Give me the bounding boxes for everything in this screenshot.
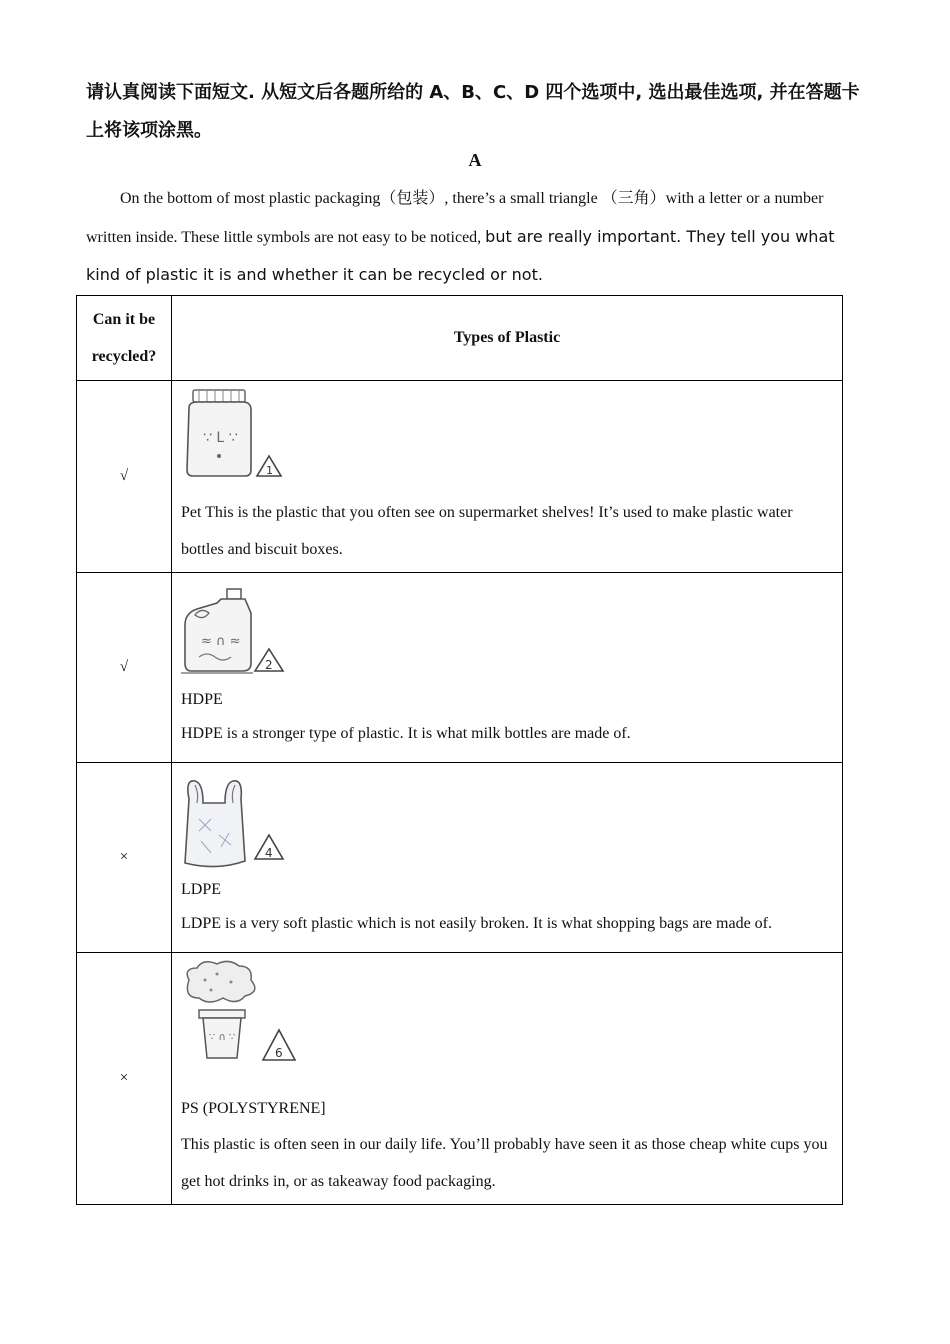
svg-text:1: 1 [266, 463, 273, 477]
svg-text:4: 4 [265, 845, 273, 860]
svg-text:∵ L ∵: ∵ L ∵ [203, 429, 238, 446]
section-letter: A [468, 150, 482, 170]
table-row [77, 953, 843, 1205]
header-recycled: Can it be recycled? [77, 296, 172, 381]
plastic-type-cell [172, 573, 843, 763]
recyclable-mark: × [77, 953, 172, 1205]
svg-text:∵ ∩ ∵: ∵ ∩ ∵ [209, 1031, 236, 1043]
passage-text: On the bottom of most plastic packaging（包装）, there’s a small triangle （三角）with a letter or a number written inside. These little symbols are not easy to be noticed, [86, 190, 824, 246]
plastic-description: This plastic is often seen in our daily life. You’ll probably have seen it as those cheap white cups you get hot drinks in, or as takeaway food packaging. [181, 1135, 828, 1190]
table-row [77, 381, 843, 573]
plastic-description: Pet This is the plastic that you often see on supermarket shelves! It’s used to make plastic water bottles and biscuit boxes. [181, 503, 793, 558]
plastic-description: HDPE is a stronger type of plastic. It is what milk bottles are made of. [181, 724, 631, 742]
table-header-row [77, 296, 843, 381]
plastic-type-cell [172, 381, 843, 573]
svg-text:≈ ∩ ≈: ≈ ∩ ≈ [201, 633, 241, 649]
table-row [77, 763, 843, 953]
svg-text:2: 2 [265, 657, 273, 672]
recycle-triangle-icon [263, 1030, 295, 1060]
plastic-description: LDPE is a very soft plastic which is not easily broken. It is what shopping bags are made of. [181, 914, 772, 932]
plastic-name: LDPE [181, 880, 221, 898]
bag-icon [181, 775, 291, 871]
cup-icon [181, 958, 305, 1068]
plastic-name: PS (POLYSTYRENE] [181, 1099, 326, 1117]
header-types: Types of Plastic [172, 296, 843, 381]
plastic-type-cell [172, 953, 843, 1205]
svg-text:6: 6 [275, 1045, 283, 1060]
table-row [77, 573, 843, 763]
recyclable-mark: × [77, 763, 172, 953]
recyclable-mark: √ [77, 381, 172, 573]
passage-text-continued: but are really important. They tell you what kind of plastic it is and whether it can be recycled or not. [86, 226, 835, 284]
instructions: 请认真阅读下面短文. 从短文后各题所给的 A、B、C、D 四个选项中, 选出最佳选项, 并在答题卡上将该项涂黑。 [86, 82, 860, 141]
recycle-triangle-icon [257, 456, 281, 477]
jar-icon [181, 386, 291, 482]
recyclable-mark: √ [77, 573, 172, 763]
passage [86, 180, 866, 295]
recycle-triangle-icon [255, 835, 283, 860]
recycle-triangle-icon [255, 649, 283, 672]
plastic-type-cell [172, 763, 843, 953]
jug-icon [181, 585, 291, 675]
plastic-name: HDPE [181, 690, 223, 708]
plastic-types-table [76, 295, 843, 1205]
